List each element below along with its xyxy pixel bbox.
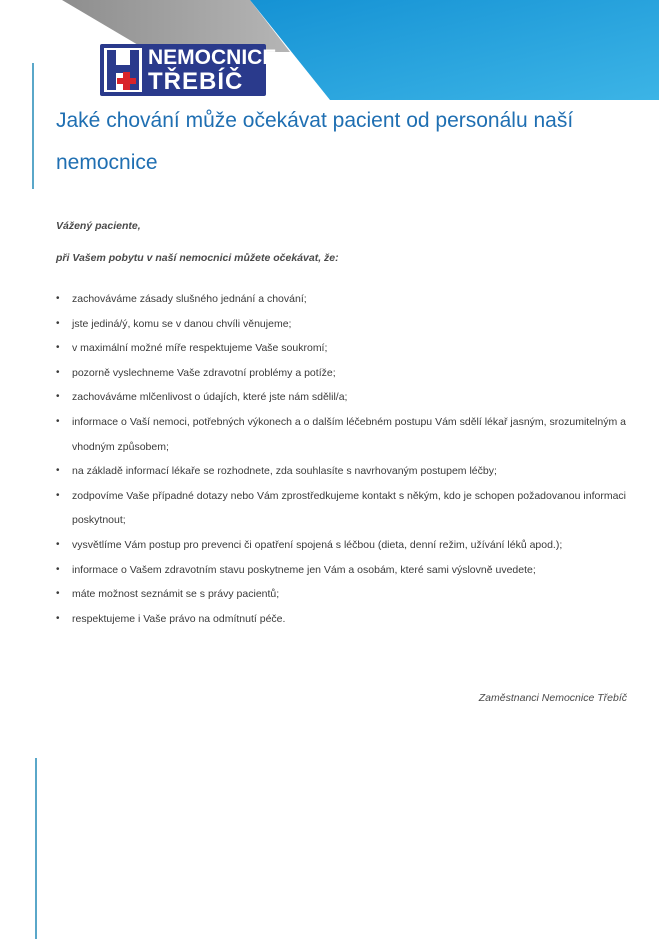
header-blue-band — [250, 0, 659, 100]
list-item: • máte možnost seznámit se s právy pacientů; — [56, 582, 626, 607]
signature: Zaměstnanci Nemocnice Třebíč — [478, 692, 627, 704]
greeting: Vážený paciente, — [56, 220, 141, 232]
logo-text — [148, 46, 277, 95]
list-item: • respektujeme i Vaše právo na odmítnutí péče. — [56, 607, 626, 632]
header-decoration — [0, 0, 659, 110]
page-title: Jaké chování může očekávat pacient od personálu naší nemocnice — [56, 109, 574, 174]
list-item: • jste jediná/ý, komu se v danou chvíli věnujeme; — [56, 312, 626, 337]
list-item: • informace o Vašem zdravotním stavu poskytneme jen Vám a osobám, které sami výslovně uvedete; — [56, 558, 626, 583]
list-item: • v maximální možné míře respektujeme Vaše soukromí; — [56, 336, 626, 361]
list-item: • vysvětlíme Vám postup pro prevenci či opatření spojená s léčbou (dieta, denní režim, užívání léků apod.); — [56, 533, 626, 558]
logo-line1: NEMOCNICE — [148, 46, 277, 69]
left-accent-bar-bottom — [35, 758, 37, 939]
list-item: • zachováváme zásady slušného jednání a chování; — [56, 287, 626, 312]
expectations-list — [56, 287, 626, 631]
list-item: • informace o Vaší nemoci, potřebných výkonech a o dalším léčebném postupu Vám sdělí lékař jasným, srozumitelným a vhodným způsobem; — [56, 410, 626, 459]
logo-line2: TŘEBÍČ — [148, 68, 244, 95]
list-item: • na základě informací lékaře se rozhodnete, zda souhlasíte s navrhovaným postupem léčby; — [56, 459, 626, 484]
list-item: • pozorně vyslechneme Vaše zdravotní problémy a potíže; — [56, 361, 626, 386]
list-item: • zachováváme mlčenlivost o údajích, které jste nám sdělil/a; — [56, 385, 626, 410]
list-item: • zodpovíme Vaše případné dotazy nebo Vám zprostředkujeme kontakt s někým, kdo je schopen požadovanou informaci poskytnout; — [56, 484, 626, 533]
left-accent-bar-top — [32, 63, 34, 189]
hospital-logo — [100, 44, 277, 96]
intro-text: při Vašem pobytu v naší nemocnici můžete očekávat, že: — [56, 252, 339, 264]
logo-h-cross-icon — [104, 48, 142, 92]
